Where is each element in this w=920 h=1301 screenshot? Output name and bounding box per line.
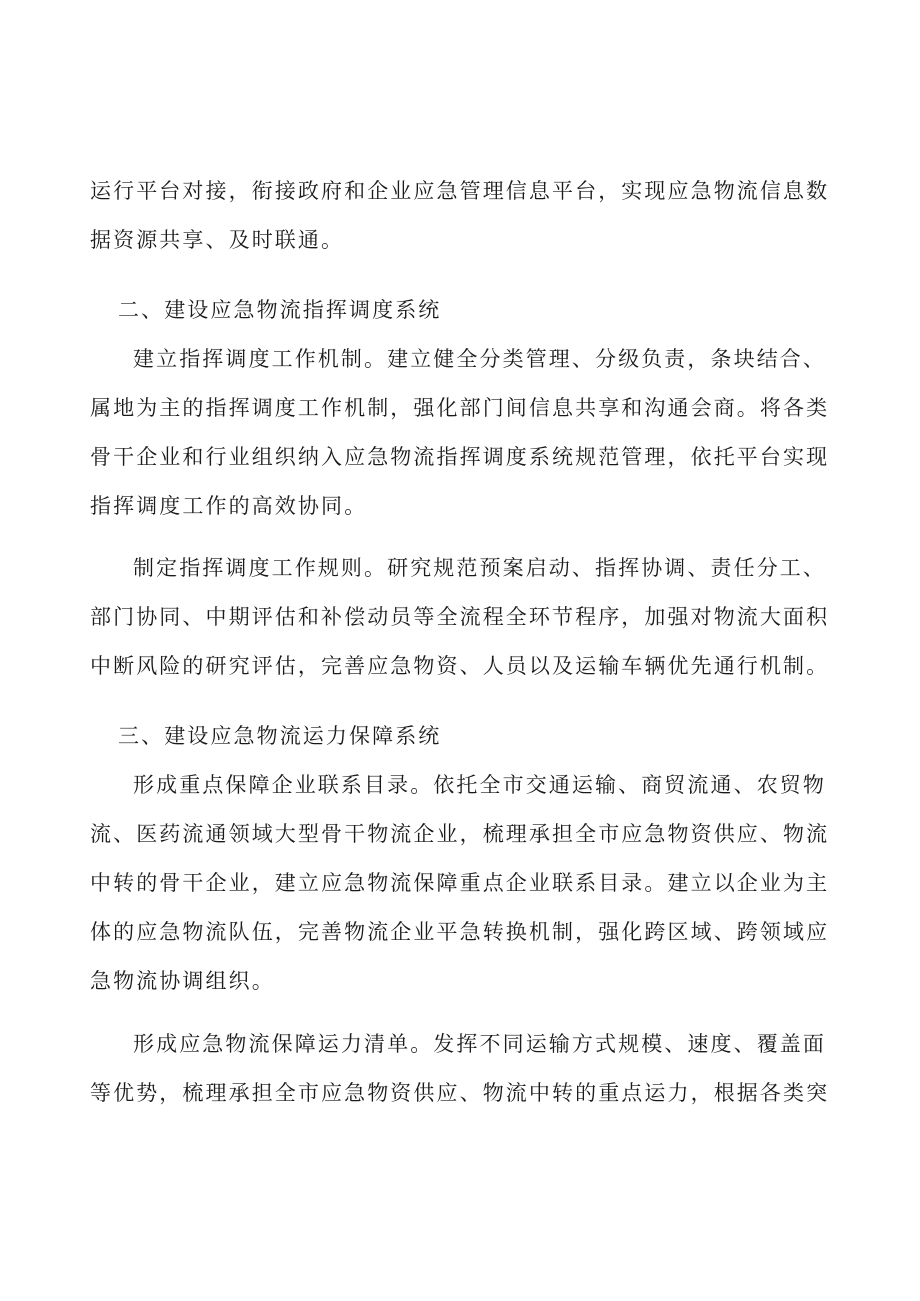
section-heading-3: 三、建设应急物流运力保障系统 <box>118 724 442 748</box>
s3-para2-line-2: 等优势，梳理承担全市应急物资供应、物流中转的重点运力，根据各类突 <box>90 1081 830 1105</box>
s3-para1-line-5: 急物流协调组织。 <box>90 969 275 993</box>
s3-para1-line-4: 体的应急物流队伍，完善物流企业平急转换机制，强化跨区域、跨领域应 <box>90 920 830 944</box>
s2-para1-line-3: 骨干企业和行业组织纳入应急物流指挥调度系统规范管理，依托平台实现 <box>90 445 830 469</box>
s3-para1-line-1: 形成重点保障企业联系目录。依托全市交通运输、商贸流通、农贸物 <box>133 773 826 797</box>
continuation-line-1: 运行平台对接，衔接政府和企业应急管理信息平台，实现应急物流信息数 <box>90 179 830 203</box>
continuation-line-2: 据资源共享、及时联通。 <box>90 228 345 252</box>
s2-para2-line-1: 制定指挥调度工作规则。研究规范预案启动、指挥协调、责任分工、 <box>133 556 826 580</box>
s2-para2-line-3: 中断风险的研究评估，完善应急物资、人员以及运输车辆优先通行机制。 <box>90 654 830 678</box>
s2-para1-line-4: 指挥调度工作的高效协同。 <box>90 494 368 518</box>
section-heading-2: 二、建设应急物流指挥调度系统 <box>118 298 442 322</box>
s3-para1-line-3: 中转的骨干企业，建立应急物流保障重点企业联系目录。建立以企业为主 <box>90 871 830 895</box>
s3-para1-line-2: 流、医药流通领域大型骨干物流企业，梳理承担全市应急物资供应、物流 <box>90 822 830 846</box>
s2-para1-line-1: 建立指挥调度工作机制。建立健全分类管理、分级负责，条块结合、 <box>133 347 826 371</box>
s2-para1-line-2: 属地为主的指挥调度工作机制，强化部门间信息共享和沟通会商。将各类 <box>90 396 830 420</box>
s3-para2-line-1: 形成应急物流保障运力清单。发挥不同运输方式规模、速度、覆盖面 <box>133 1032 826 1056</box>
s2-para2-line-2: 部门协同、中期评估和补偿动员等全流程全环节程序，加强对物流大面积 <box>90 605 830 629</box>
